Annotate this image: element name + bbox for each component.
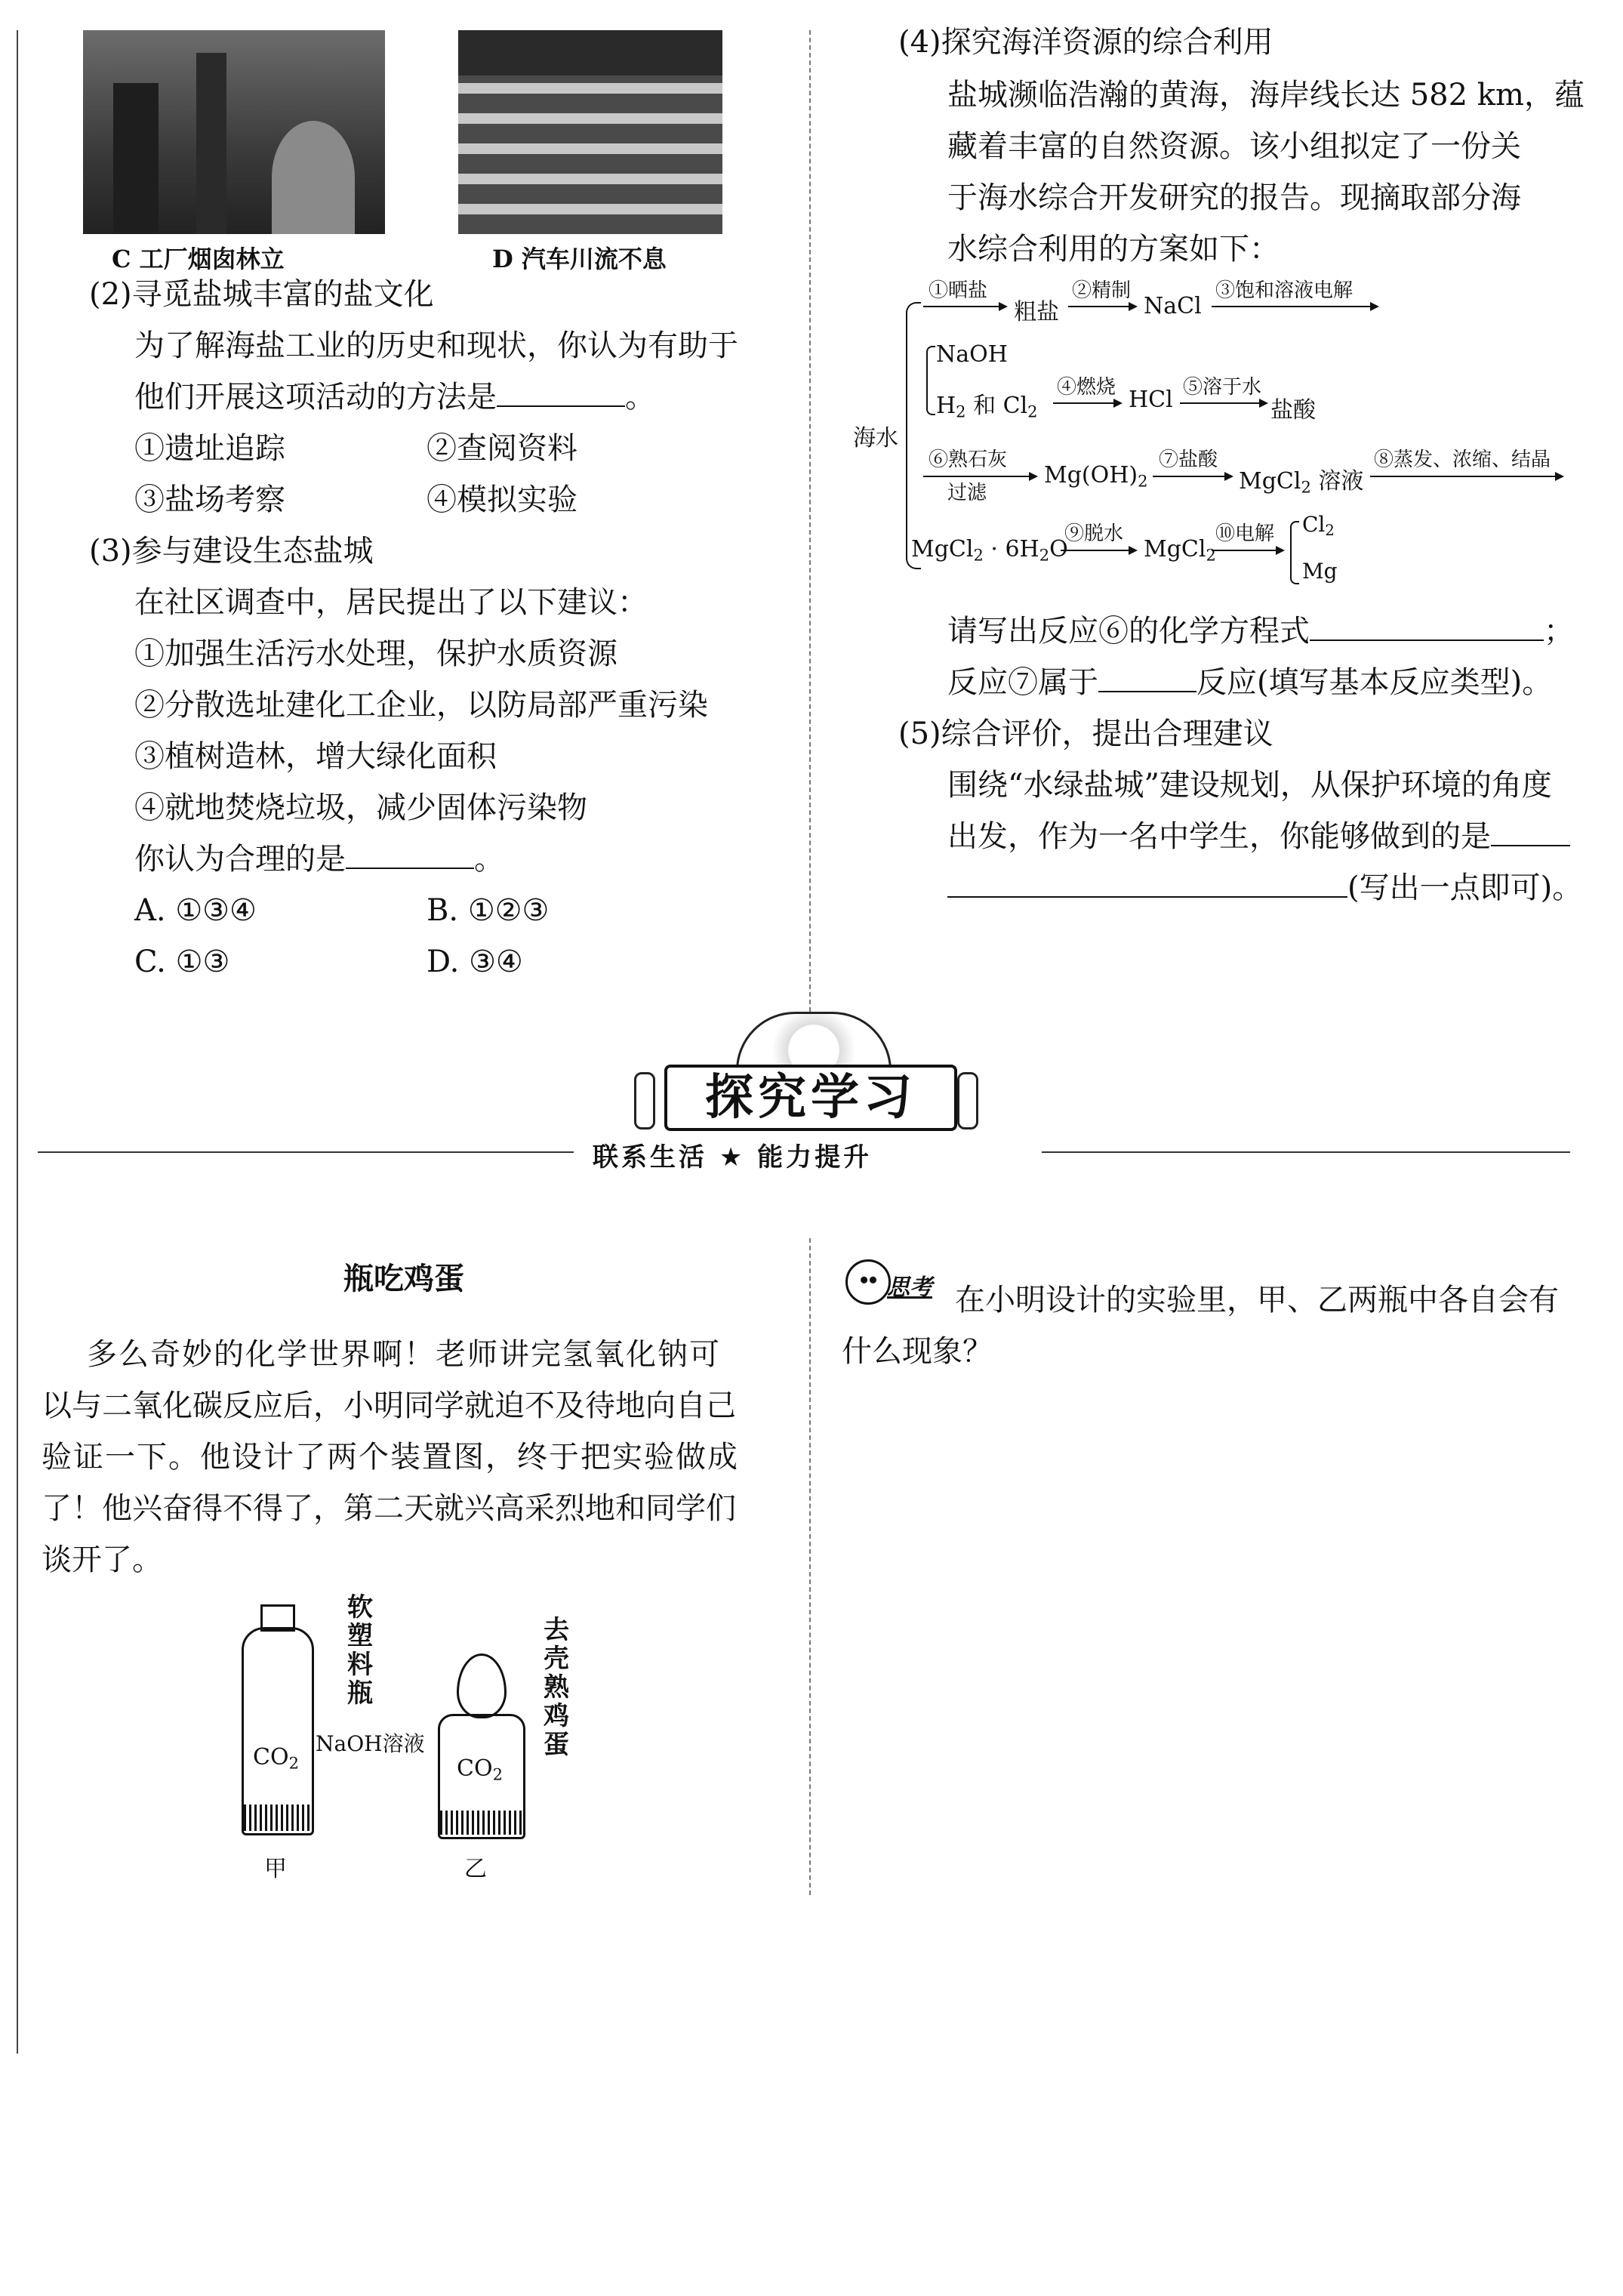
- product-naoh: NaOH: [936, 341, 1008, 368]
- think-line-1: 在小明设计的实验里，甲、乙两瓶中各自会有: [955, 1283, 1559, 1318]
- story-line-2: 以与二氧化碳反应后，小明同学就迫不及待地向自己: [42, 1388, 736, 1423]
- arrow-s2: [1068, 306, 1136, 307]
- banner-title: 探究学习: [664, 1065, 957, 1131]
- banner-subtitle: 联系生活 ★ 能力提升: [593, 1142, 873, 1173]
- step-1-label: ①晒盐: [929, 279, 988, 302]
- q2-option-2: ②查阅资料: [427, 431, 577, 466]
- think-line-2: 什么现象？: [842, 1334, 993, 1369]
- arrow-s4: [1053, 402, 1121, 404]
- q5-para-1: 围绕“水绿盐城”建设规划，从保护环境的角度: [947, 768, 1552, 803]
- banner-scroll-left: [634, 1072, 655, 1130]
- bottle-yi-co2: $CO_2$: [457, 1755, 503, 1784]
- q4-para-4: 水综合利用的方案如下：: [947, 232, 1280, 267]
- flow-brace: [906, 302, 921, 569]
- step-7-label: ⑦盐酸: [1159, 448, 1218, 471]
- story-line-4: 了！他兴奋得不得了，第二天就兴高采烈地和同学们: [42, 1491, 736, 1526]
- product-mg: Mg: [1302, 559, 1338, 584]
- seawater-flow-diagram: [842, 279, 1597, 596]
- step-4-label: ④燃烧: [1057, 376, 1116, 399]
- label-jia: 甲: [264, 1856, 287, 1882]
- suggestion-blank-1[interactable]: [1491, 815, 1570, 846]
- product-mgcl2-solution: MgCl$_2$ 溶液: [1239, 468, 1364, 497]
- q4-para-3: 于海水综合开发研究的报告。现摘取部分海: [947, 180, 1521, 215]
- step-3-label: ③饱和溶液电解: [1215, 279, 1354, 302]
- arrow-s3: [1212, 306, 1378, 307]
- inner-brace: [926, 346, 935, 415]
- story-line-1: 多么奇妙的化学世界啊！老师讲完氢氧化钠可: [87, 1337, 721, 1372]
- arrow-s1: [923, 306, 1006, 307]
- product-hydrochloric-acid: 盐酸: [1270, 397, 1316, 424]
- arrow-s10: [1212, 550, 1283, 551]
- product-mgcl2-hydrate: MgCl$_2$ · $6H_2O$: [911, 536, 1068, 565]
- q5-para-3: (写出一点即可)。: [947, 862, 1582, 914]
- banner-rule-right: [1042, 1151, 1570, 1153]
- q3-ask: 你认为合理的是 。: [134, 834, 504, 885]
- q3-option-a[interactable]: A. ①③④: [134, 893, 257, 928]
- q3-suggestion-2: ②分散选址建化工企业，以防局部严重污染: [134, 688, 708, 723]
- bottle-jia-liquid: [244, 1804, 312, 1831]
- step-6-label: ⑥熟石灰: [929, 448, 1008, 471]
- column-divider-top: [809, 30, 811, 1012]
- label-soft-plastic-bottle: 软 塑 料 瓶: [347, 1592, 373, 1709]
- q3-title: (3)参与建设生态盐城: [89, 534, 374, 569]
- photo-d-traffic: [458, 30, 722, 234]
- q5-para-2: 出发，作为一名中学生，你能够做到的是: [947, 811, 1570, 862]
- q4-para-1: 盐城濒临浩瀚的黄海，海岸线长达 582 km，蕴: [947, 78, 1585, 112]
- think-mascot-icon: [845, 1259, 891, 1305]
- reaction-type-blank[interactable]: [1098, 661, 1196, 692]
- product-hcl: HCl: [1129, 387, 1173, 413]
- q2-option-4: ④模拟实验: [427, 482, 577, 517]
- story-line-5: 谈开了。: [42, 1542, 162, 1577]
- story-line-3: 验证一下。他设计了两个装置图，终于把实验做成: [42, 1440, 739, 1475]
- caption-c: C 工厂烟囱林立: [112, 245, 285, 273]
- q3-suggestion-1: ①加强生活污水处理，保护水质资源: [134, 636, 617, 671]
- q2-title: (2)寻觅盐城丰富的盐文化: [89, 277, 434, 312]
- step-9-label: ⑨脱水: [1064, 522, 1124, 545]
- q3-suggestion-3: ③植树造林，增大绿化面积: [134, 739, 497, 774]
- product-h2-cl2: $H_2$ 和 $Cl_2$: [936, 393, 1038, 421]
- suggestion-blank-2[interactable]: [947, 866, 1347, 898]
- q3-option-d[interactable]: D. ③④: [427, 945, 523, 979]
- label-yi: 乙: [464, 1856, 487, 1882]
- photo-c-factory-chimneys: [83, 30, 385, 234]
- q4-ask-2: 反应⑦属于 反应(填写基本反应类型)。: [947, 657, 1552, 708]
- q4-title: (4)探究海洋资源的综合利用: [898, 25, 1273, 60]
- q2-option-1: ①遗址追踪: [134, 431, 285, 466]
- q2-line1: 为了解海盐工业的历史和现状，你认为有助于: [134, 328, 738, 363]
- arrow-s6: [923, 476, 1036, 477]
- bottle-yi-liquid: [440, 1811, 523, 1835]
- equation-blank[interactable]: [1310, 609, 1544, 641]
- product-nacl: NaCl: [1144, 293, 1202, 319]
- story-title: 瓶吃鸡蛋: [343, 1261, 464, 1296]
- q2-answer-blank[interactable]: [497, 375, 625, 407]
- think-label: 思考: [887, 1274, 932, 1301]
- q2-line2: 他们开展这项活动的方法是 。: [134, 371, 655, 423]
- step-5-label: ⑤溶于水: [1183, 376, 1262, 399]
- column-divider-bottom: [809, 1238, 811, 1895]
- arrow-s8: [1370, 476, 1563, 477]
- step-10-label: ⑩电解: [1215, 522, 1275, 545]
- banner-rule-left: [38, 1151, 574, 1153]
- q3-suggestion-4: ④就地焚烧垃圾，减少固体污染物: [134, 791, 587, 825]
- product-mgoh2: $Mg(OH)_2$: [1044, 462, 1148, 491]
- q2-option-3: ③盐场考察: [134, 482, 285, 517]
- step-2-label: ②精制: [1072, 279, 1132, 302]
- q5-title: (5)综合评价，提出合理建议: [898, 717, 1273, 751]
- q4-ask-1: 请写出反应⑥的化学方程式 ；: [947, 606, 1574, 657]
- q3-intro: 在社区调查中，居民提出了以下建议：: [134, 585, 648, 620]
- q3-answer-blank[interactable]: [346, 837, 474, 869]
- bottle-yi-egg: [457, 1653, 507, 1718]
- product-mgcl2: MgCl$_2$: [1144, 536, 1216, 565]
- bottle-jia-co2: $CO_2$: [253, 1744, 299, 1773]
- q3-option-c[interactable]: C. ①③: [134, 945, 230, 979]
- label-peeled-egg: 去 壳 熟 鸡 蛋: [544, 1615, 569, 1760]
- product-cl2: $Cl_2$: [1302, 512, 1335, 539]
- flow-source-seawater: 海水: [853, 425, 898, 451]
- arrow-s9: [1061, 550, 1136, 551]
- step-8-label: ⑧蒸发、浓缩、结晶: [1374, 448, 1551, 471]
- electrolysis-brace: [1290, 521, 1299, 584]
- product-crude-salt: 粗盐: [1014, 299, 1059, 325]
- experiment-figure: [226, 1593, 604, 1895]
- banner-scroll-right: [957, 1072, 978, 1130]
- step-6-filter-label: 过滤: [947, 482, 987, 504]
- q3-option-b[interactable]: B. ①②③: [427, 893, 550, 928]
- page-edge-line: [17, 30, 18, 2054]
- label-naoh-solution: NaOH溶液: [316, 1731, 425, 1756]
- arrow-s5: [1180, 402, 1267, 404]
- arrow-s7: [1153, 476, 1232, 477]
- q4-para-2: 藏着丰富的自然资源。该小组拟定了一份关: [947, 129, 1521, 164]
- caption-d: D 汽车川流不息: [492, 245, 667, 273]
